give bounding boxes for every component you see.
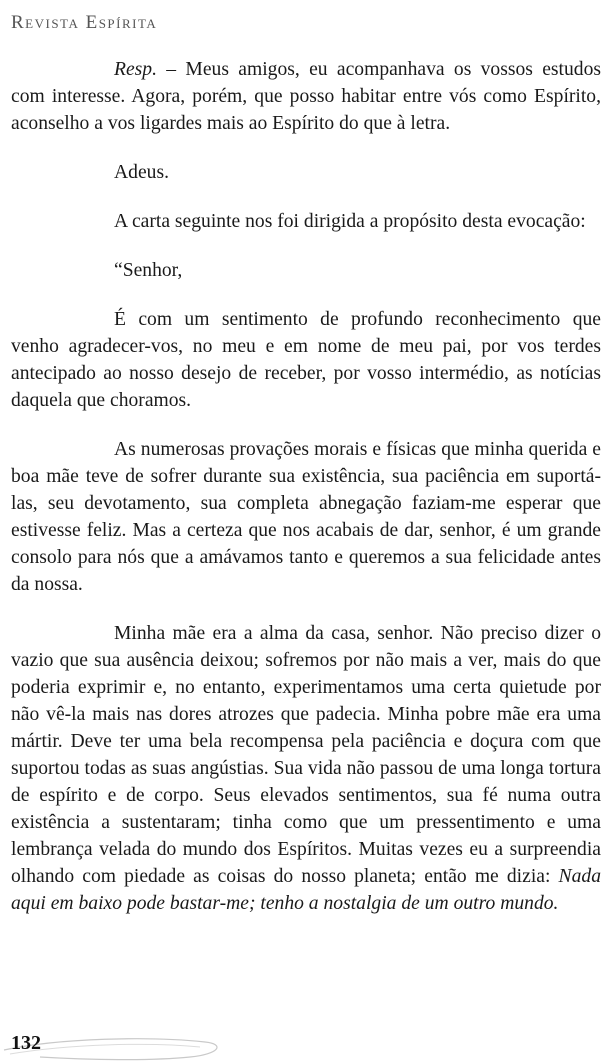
page-body bbox=[11, 56, 601, 917]
paragraph-text: – Meus amigos, eu acompanhava os vossos estudos com interesse. Agora, porém, que posso habitar entre vós como Espírito, aconselho a vos ligardes mais ao Espírito do que à letra. bbox=[11, 59, 601, 134]
paragraph-text: Minha mãe era a alma da casa, senhor. Não preciso dizer o vazio que sua ausência deixou; sofremos por não mais a ver, mais do que poderia exprimir e, no entanto, experimentamos uma certa quietude por não vê-la mais nas dores atrozes que padecia. Minha pobre mãe era uma mártir. Deve ter uma bela recompensa pela paciência e doçura com que suportou todas as suas angústias. Sua vida não passou de uma longa tortura de espírito e de corpo. Seus elevados sentimentos, sua fé numa outra existência a sustentaram; tinha como que um pressentimento e uma lembrança velada do mundo dos Espíritos. Muitas vezes eu a surpreendia olhando com piedade as coisas do nosso planeta; então me dizia: bbox=[11, 623, 601, 887]
response-label: Resp. bbox=[114, 59, 157, 80]
page-number: 132 bbox=[11, 1032, 41, 1054]
paragraph-letter-intro: A carta seguinte nos foi dirigida a propósito desta evocação: bbox=[114, 211, 586, 232]
paragraph-farewell: Adeus. bbox=[114, 162, 169, 183]
paragraph-letter-1: É com um sentimento de profundo reconhecimento que venho agradecer-vos, no meu e em nome de meu pai, por vos terdes antecipado ao nosso desejo de receber, por vosso intermédio, as notícias daquela que choramos. bbox=[11, 309, 601, 411]
paragraph-salutation: “Senhor, bbox=[114, 260, 183, 281]
paragraph-response bbox=[11, 56, 601, 137]
running-header: Revista Espírita bbox=[11, 12, 158, 33]
paragraph-letter-3 bbox=[11, 620, 601, 917]
paragraph-letter-2: As numerosas provações morais e físicas que minha querida e boa mãe teve de sofrer durante sua existência, sua paciência em suportá-las, seu devotamento, sua completa abnegação faziam-me esperar que estivesse feliz. Mas a certeza que nos acabais de dar, senhor, é um grande consolo para nós que a amávamos tanto e queremos a sua felicidade antes da nossa. bbox=[11, 439, 601, 595]
italic-quote: Nada aqui em baixo pode bastar-me; tenho a nostalgia de um outro mundo. bbox=[11, 866, 601, 914]
